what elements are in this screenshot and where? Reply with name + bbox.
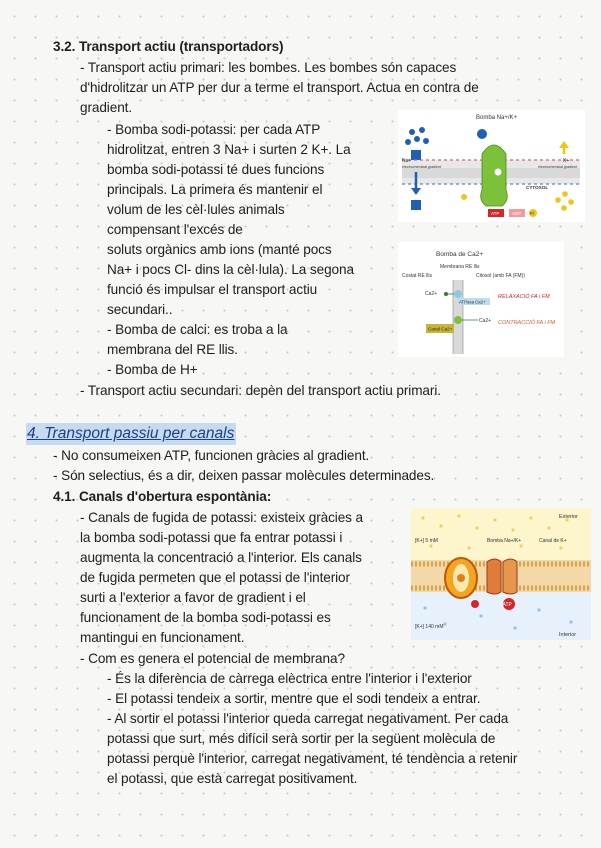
text-line: el potassi, que està carregat positivament.	[107, 771, 358, 786]
text-line: - Transport actiu primari: les bombes. Les bombes són capaces	[80, 60, 457, 75]
adp-label: ADP	[512, 211, 522, 216]
figure-k-leak-channel	[411, 508, 591, 640]
conc-in-label: [K+] 140 mM	[415, 624, 444, 630]
figure-na-k-pump	[398, 110, 585, 222]
ca-bottom-label: Ca2+	[479, 318, 492, 324]
section-heading-4-1: 4.1. Canals d'obertura espontània:	[53, 489, 272, 504]
cytosol-label: Citosol (amb FA (FM))	[476, 273, 525, 279]
k-label: K+	[563, 158, 570, 164]
membrane-label: Membrana RE llis	[440, 264, 480, 270]
channel-label: Canal Ca2+	[428, 326, 453, 332]
text-line: mantingui en funcionament.	[80, 630, 245, 645]
na-label: Na+	[402, 158, 412, 164]
atp-label: ATP	[502, 602, 512, 608]
text-line: - El potassi tendeix a sortir, mentre que el sodi tendeix a entrar.	[107, 691, 481, 706]
text-line: - Bomba sodi-potassi: per cada ATP	[107, 122, 321, 137]
text-line: membrana del RE llis.	[107, 342, 238, 357]
text-line: de fugida permeten que el potassi de l'interior	[80, 570, 350, 585]
contract-label: CONTRACCIÓ FA i FM	[498, 320, 556, 326]
text-line: - Al sortir el potassi l'interior queda carregat negativament. Per cada	[107, 711, 509, 726]
text-line: bomba sodi-potassi té dues funcions	[107, 162, 325, 177]
text-line: - Com es genera el potencial de membrana?	[80, 651, 345, 666]
section-title-4: 4. Transport passiu per canals	[26, 423, 236, 445]
inside-label: Interior	[559, 632, 577, 638]
outside-label: Exterior	[559, 514, 578, 520]
text-line: Na+ i pocs Cl- dins la cèl·lula). La segona	[107, 262, 354, 277]
conc-out-label: [K+] 5 mM	[415, 538, 438, 544]
text-line: - Bomba de H+	[107, 362, 198, 377]
text-line: funcionament de la bomba sodi-potassi es	[80, 610, 331, 625]
cytosol-label: CYTOSOL	[526, 185, 549, 190]
text-line: gradient.	[80, 100, 133, 115]
text-line: - Són selectius, és a dir, deixen passar molècules determinades.	[53, 468, 435, 483]
ca-pump-diagram	[398, 242, 564, 357]
text-line: surti a l'exterior a favor de gradient i el	[80, 590, 306, 605]
text-line: - És la diferència de càrrega elèctrica entre l'interior i l'exterior	[107, 671, 472, 686]
pi-label: Pi	[530, 211, 534, 216]
k-caption: electrochemical gradient	[538, 165, 577, 169]
text-line: hidrolitzat, entren 3 Na+ i surten 2 K+. La	[107, 142, 351, 157]
text-line: soluts orgànics amb ions (manté pocs	[107, 242, 332, 257]
section-heading-3-2: 3.2. Transport actiu (transportadors)	[53, 39, 284, 54]
na-caption: electrochemical gradient	[402, 165, 441, 169]
figure-ca-pump	[398, 242, 564, 357]
text-line: secundari..	[107, 302, 173, 317]
text-line: - Canals de fugida de potassi: existeix gràcies a	[80, 510, 363, 525]
atpase-label: ATPasa Ca2+	[459, 299, 486, 305]
text-line: potassi que surt, més difícil serà sortir per la següent molècula de	[107, 731, 496, 746]
text-line: potassi perquè l'interior, carregat negativament, té tendència a retenir	[107, 751, 518, 766]
text-line: compensant l'excés de	[107, 222, 243, 237]
text-line: augmenta la concentració a l'interior. Els canals	[80, 550, 362, 565]
text-line: - Transport actiu secundari: depèn del transport actiu primari.	[80, 383, 441, 398]
figure-title: Bomba de Ca2+	[436, 251, 484, 258]
pump-label: Bomba Na+/K+	[487, 538, 522, 544]
atp-label: ATP	[491, 211, 500, 216]
k-leak-diagram	[411, 508, 591, 640]
na-k-pump-diagram	[398, 110, 585, 222]
text-line: la bomba sodi-potassi que fa entrar potassi i	[80, 530, 343, 545]
text-line: d'hidrolitzar un ATP per dur a terme el transport. Actua en contra de	[80, 80, 479, 95]
relax-label: RELAXACIÓ FA i FM	[498, 294, 550, 300]
leak-label: Canal de K+	[539, 538, 567, 544]
text-line: - No consumeixen ATP, funcionen gràcies al gradient.	[53, 448, 370, 463]
lumen-label: Costat RE llis	[402, 273, 433, 279]
ca-top-label: Ca2+	[425, 291, 438, 297]
text-line: funció és impulsar el transport actiu	[107, 282, 318, 297]
figure-title: Bomba Na+/K+	[476, 115, 518, 121]
text-line: volum de les cèl·lules animals	[107, 202, 285, 217]
text-line: - Bomba de calci: es troba a la	[107, 322, 288, 337]
text-line: principals. La primera és mantenir el	[107, 182, 323, 197]
